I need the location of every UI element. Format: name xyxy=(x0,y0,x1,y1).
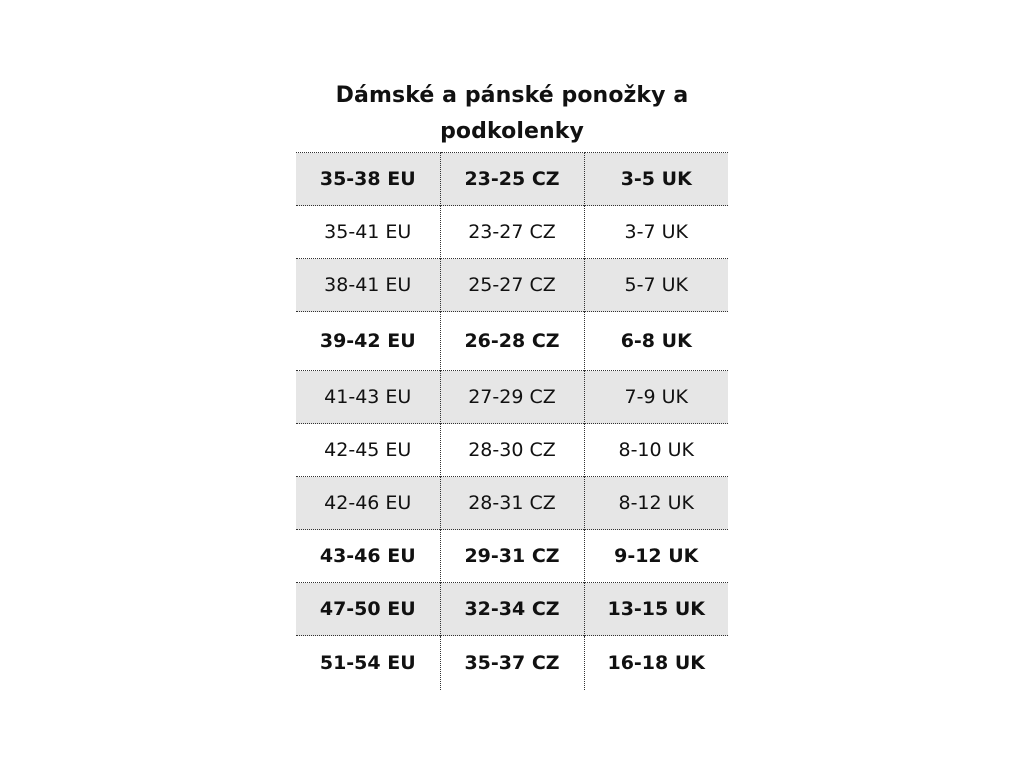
eu-size-cell: 38-41 EU xyxy=(296,259,440,312)
size-row xyxy=(296,371,728,424)
eu-size-cell: 41-43 EU xyxy=(296,371,440,424)
cz-size-cell: 27-29 CZ xyxy=(440,371,584,424)
size-chart-title xyxy=(296,78,728,150)
eu-size-cell: 42-45 EU xyxy=(296,424,440,477)
size-chart xyxy=(296,78,728,690)
eu-size-cell: 43-46 EU xyxy=(296,530,440,583)
uk-size-cell: 6-8 UK xyxy=(584,312,728,371)
eu-size-cell: 47-50 EU xyxy=(296,583,440,636)
uk-size-cell: 7-9 UK xyxy=(584,371,728,424)
eu-size-cell: 51-54 EU xyxy=(296,636,440,691)
cz-size-cell: 28-31 CZ xyxy=(440,477,584,530)
size-row xyxy=(296,312,728,371)
uk-size-cell: 8-10 UK xyxy=(584,424,728,477)
size-chart-title-line-1: Dámské a pánské ponožky a xyxy=(335,83,689,108)
eu-size-cell: 39-42 EU xyxy=(296,312,440,371)
size-row xyxy=(296,424,728,477)
uk-size-cell: 8-12 UK xyxy=(584,477,728,530)
size-table xyxy=(296,152,728,690)
cz-size-cell: 35-37 CZ xyxy=(440,636,584,691)
cz-size-cell: 32-34 CZ xyxy=(440,583,584,636)
cz-size-cell: 28-30 CZ xyxy=(440,424,584,477)
size-row xyxy=(296,530,728,583)
uk-size-cell: 13-15 UK xyxy=(584,583,728,636)
size-chart-title-line-2: podkolenky xyxy=(440,119,584,144)
size-row xyxy=(296,477,728,530)
uk-size-cell: 3-5 UK xyxy=(584,153,728,206)
eu-size-cell: 35-41 EU xyxy=(296,206,440,259)
uk-size-cell: 16-18 UK xyxy=(584,636,728,691)
size-row xyxy=(296,206,728,259)
size-row xyxy=(296,636,728,691)
size-row xyxy=(296,259,728,312)
size-row xyxy=(296,583,728,636)
eu-size-cell: 35-38 EU xyxy=(296,153,440,206)
uk-size-cell: 9-12 UK xyxy=(584,530,728,583)
size-row xyxy=(296,153,728,206)
cz-size-cell: 23-25 CZ xyxy=(440,153,584,206)
cz-size-cell: 23-27 CZ xyxy=(440,206,584,259)
cz-size-cell: 25-27 CZ xyxy=(440,259,584,312)
cz-size-cell: 29-31 CZ xyxy=(440,530,584,583)
eu-size-cell: 42-46 EU xyxy=(296,477,440,530)
cz-size-cell: 26-28 CZ xyxy=(440,312,584,371)
uk-size-cell: 3-7 UK xyxy=(584,206,728,259)
uk-size-cell: 5-7 UK xyxy=(584,259,728,312)
